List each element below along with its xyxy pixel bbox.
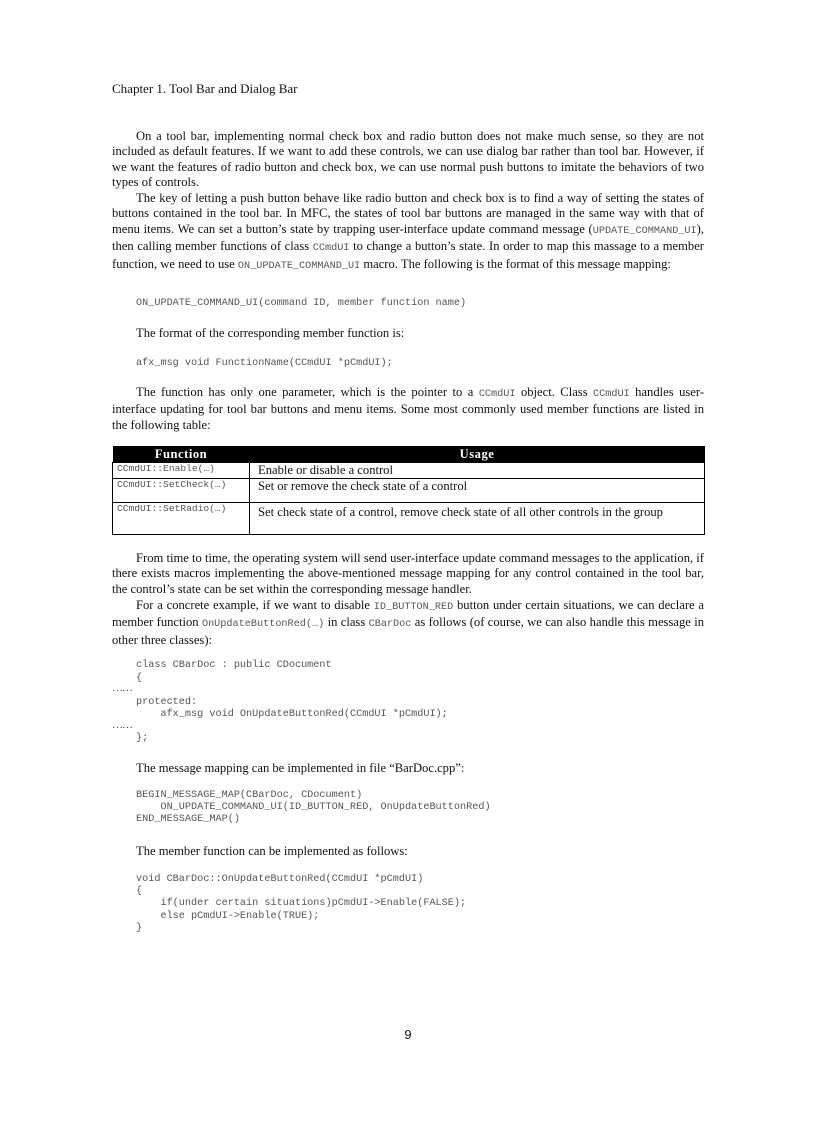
page-number: 9 [404, 1027, 412, 1042]
inline-code: UPDATE_COMMAND_UI [592, 225, 697, 237]
table-header-row [113, 446, 705, 463]
paragraph-button-state: The key of letting a push button behave like radio button and check box is to find a way of setting the states of buttons contained in the tool bar. In MFC, the states of tool bar buttons are managed in the same way with that of menu items. We can set a button’s state by trapping user-interface update command message (UPDATE_COMMAND_UI), then calling member functions of class CCmdUI to change a button’s state. In order to map this massage to a member function, we need to use ON_UPDATE_COMMAND_UI macro. The following is the format of this message mapping: [112, 191, 704, 272]
paragraph-intro: On a tool bar, implementing normal check box and radio button does not make much sense, so they are not included as default features. If we want to add these controls, we can use dialog bar rather than tool bar. However, if we want the features of radio button and check box, we can use normal push buttons to imitate the behaviors of two types of controls. [112, 129, 704, 190]
inline-code: ON_UPDATE_COMMAND_UI [237, 260, 361, 272]
table-row [113, 479, 705, 503]
paragraph-example: For a concrete example, if we want to disable ID_BUTTON_RED button under certain situations, we can declare a member function OnUpdateButtonRed(…) in class CBarDoc as follows (of course, we can also handle this message in other three classes): [112, 598, 704, 647]
ellipsis-marker: …… [112, 682, 132, 694]
paragraph-update-messages: From time to time, the operating system will send user-interface update command messages to the application, if there exists macros implementing the above-mentioned message mapping for any control contained in the tool bar, the control’s state can be set within the corresponding message handler. [112, 551, 704, 596]
paragraph-parameter: The function has only one parameter, which is the pointer to a CCmdUI object. Class CCmdUI handles user-interface updating for tool bar buttons and menu items. Some most commonly used member functions are listed in the following table: [112, 385, 705, 432]
code-line: }; [136, 733, 149, 744]
code-block-message-map: BEGIN_MESSAGE_MAP(CBarDoc, CDocument) ON_UPDATE_COMMAND_UI(ID_BUTTON_RED, OnUpdateButtonRed) END_MESSAGE_MAP() [136, 790, 491, 826]
code-block-handler: void CBarDoc::OnUpdateButtonRed(CCmdUI *pCmdUI) { if(under certain situations)pCmdUI->Enable(FALSE); else pCmdUI->Enable(TRUE); } [136, 874, 467, 934]
table-cell-usage: Set check state of a control, remove check state of all other controls in the group [250, 503, 705, 535]
inline-code: OnUpdateButtonRed(…) [201, 619, 325, 631]
code-line: class CBarDoc : public CDocument [136, 660, 332, 671]
paragraph-message-map: The message mapping can be implemented in file “BarDoc.cpp”: [136, 761, 465, 775]
table-row [113, 503, 705, 535]
table-cell-usage: Set or remove the check state of a control [250, 479, 705, 503]
inline-code: CBarDoc [368, 619, 412, 631]
code-line: protected: [136, 697, 198, 708]
code-block-macro-format: ON_UPDATE_COMMAND_UI(command ID, member function name) [136, 298, 467, 309]
code-line: afx_msg void OnUpdateButtonRed(CCmdUI *pCmdUI); [136, 709, 448, 720]
table-row [113, 463, 705, 479]
running-header: Chapter 1. Tool Bar and Dialog Bar [112, 81, 298, 96]
paragraph-format: The format of the corresponding member function is: [136, 326, 405, 340]
table-cell-usage: Enable or disable a control [250, 463, 705, 479]
table-header-function: Function [113, 446, 250, 463]
code-line: { [136, 673, 143, 684]
paragraph-implementation: The member function can be implemented as follows: [136, 844, 408, 858]
table-cell-function: CCmdUI::SetRadio(…) [113, 503, 250, 535]
inline-code: CCmdUI [312, 243, 350, 255]
table-cell-function: CCmdUI::Enable(…) [113, 463, 250, 479]
member-functions-table [112, 446, 705, 535]
inline-code: CCmdUI [478, 389, 516, 400]
table-cell-function: CCmdUI::SetCheck(…) [113, 479, 250, 503]
code-block-function-format: afx_msg void FunctionName(CCmdUI *pCmdUI); [136, 358, 393, 369]
inline-code: ID_BUTTON_RED [373, 602, 454, 613]
ellipsis-marker: …… [112, 719, 132, 731]
table-header-usage: Usage [250, 446, 705, 463]
inline-code: CCmdUI [593, 389, 630, 400]
